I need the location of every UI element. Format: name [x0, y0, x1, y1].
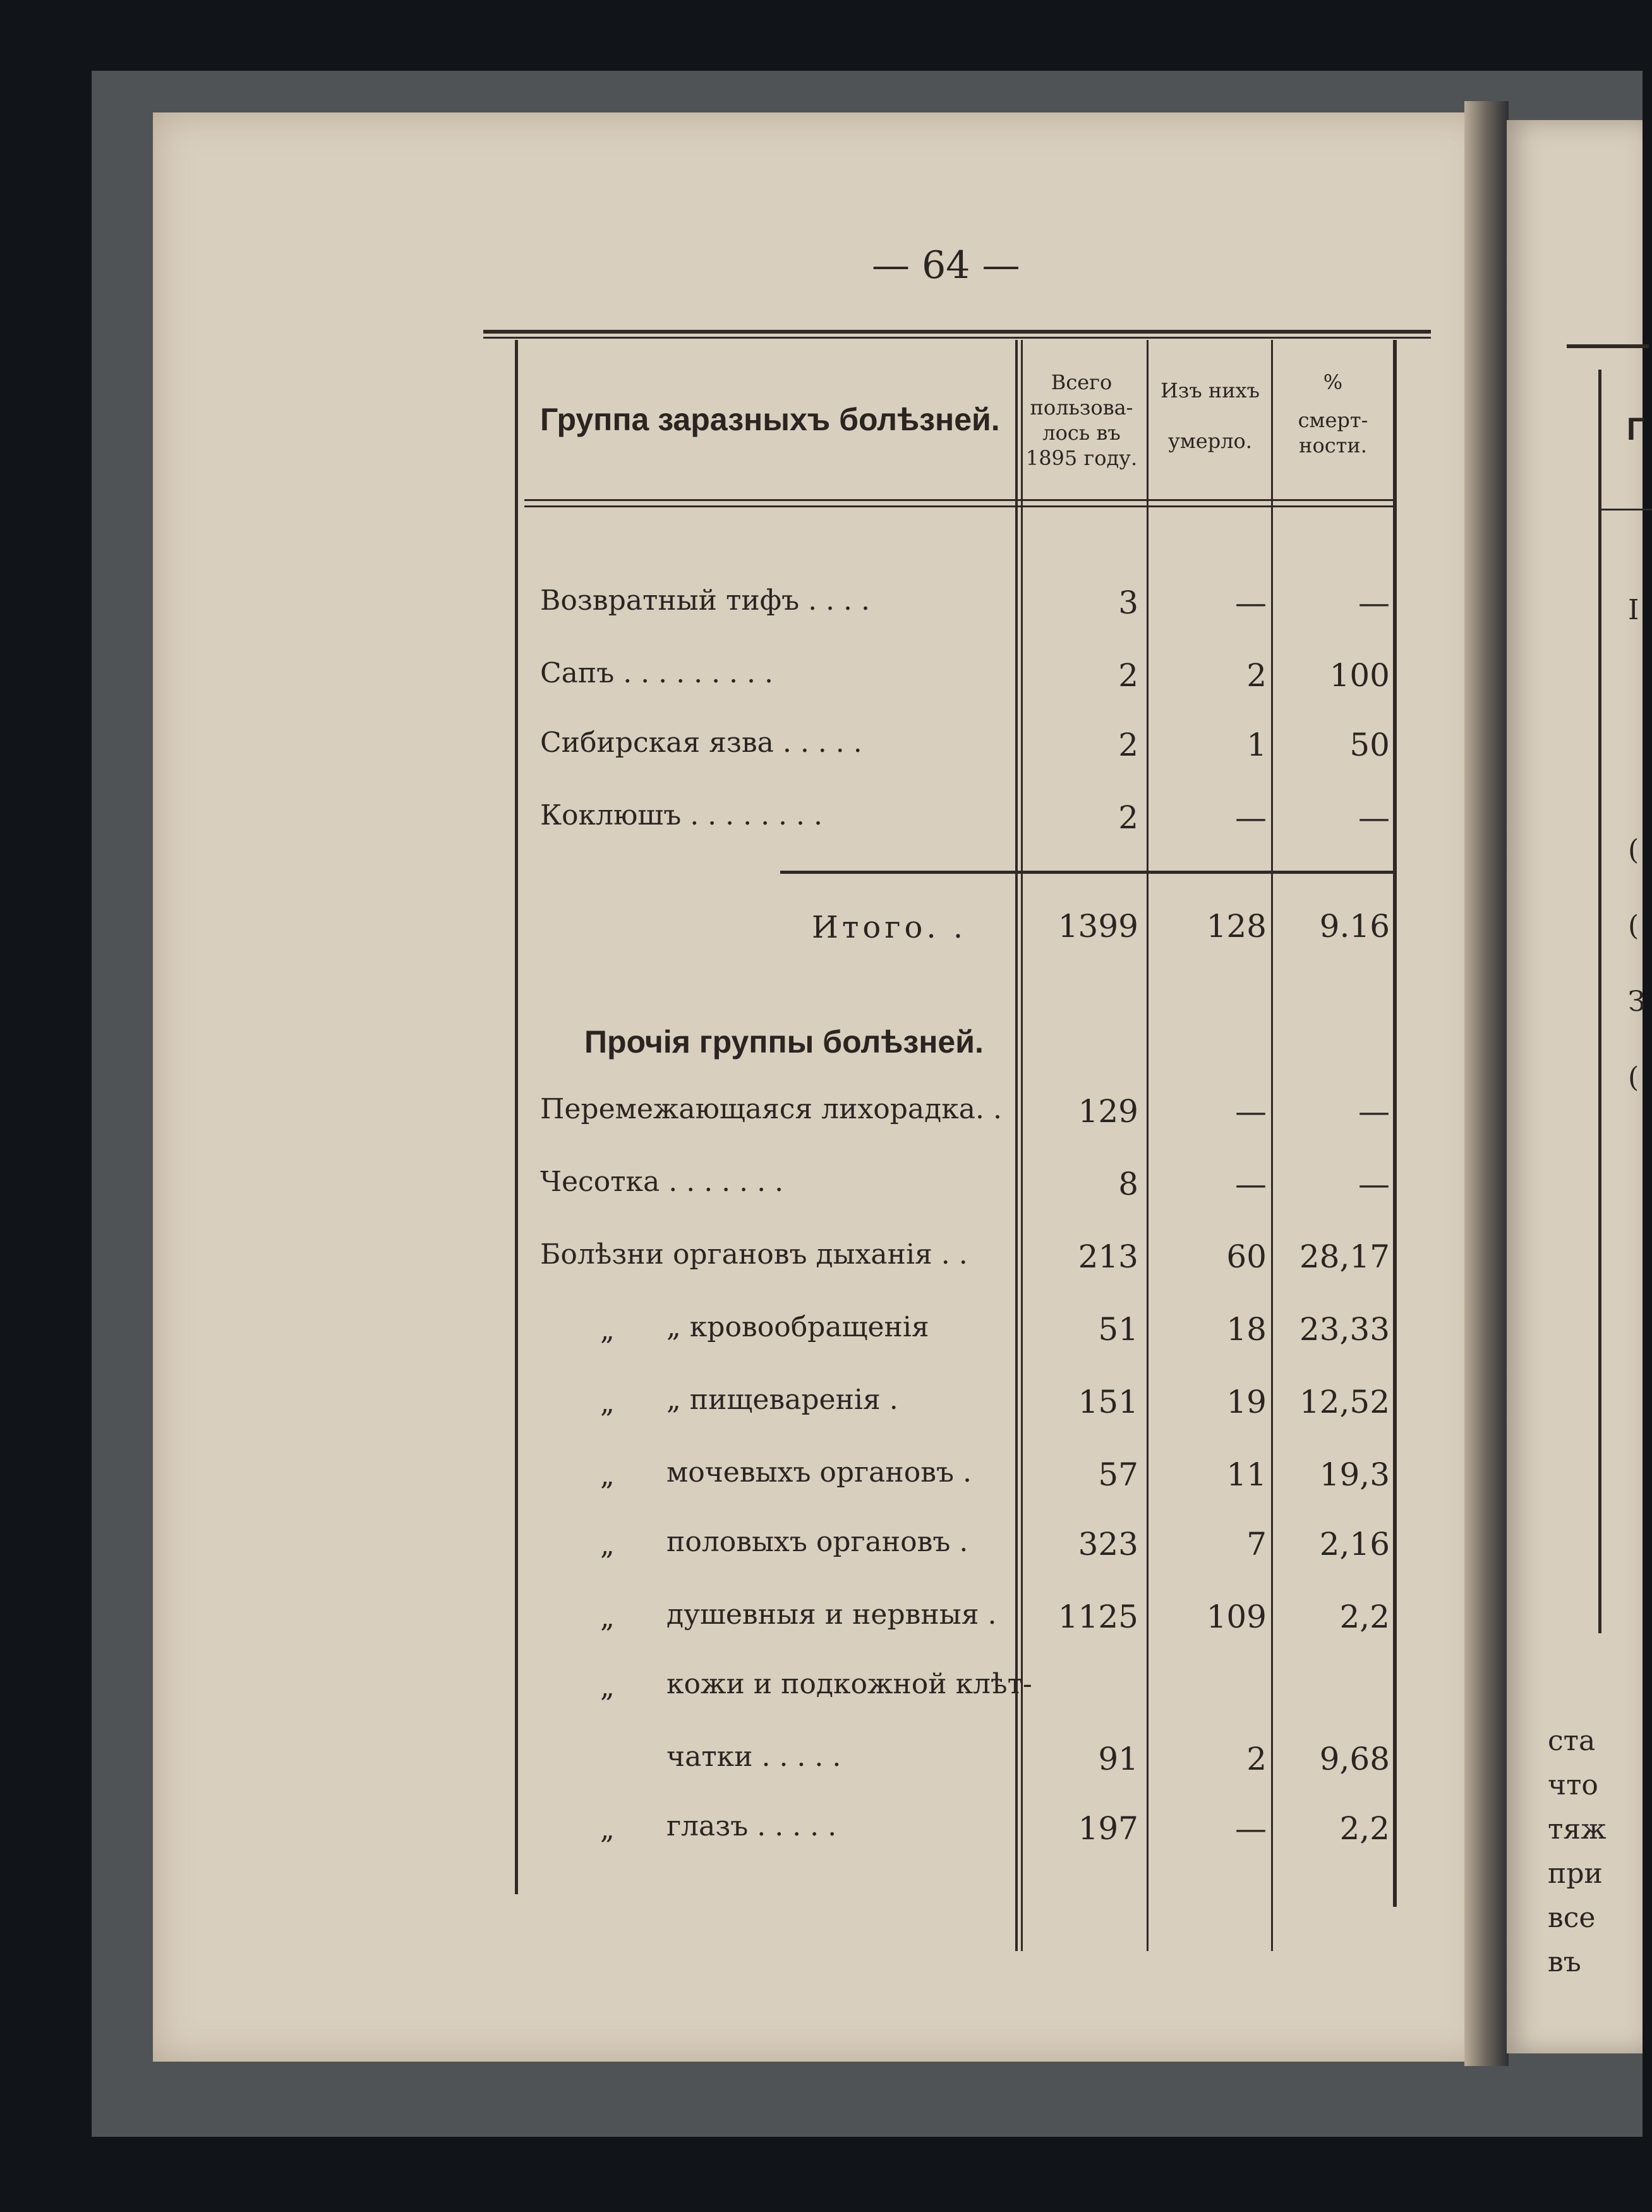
fragment: при	[1548, 1858, 1603, 1890]
row-label: душевныя и нервныя .	[666, 1599, 997, 1631]
other-group-title: Прочія группы болѣзней.	[584, 1024, 984, 1060]
row-label: мочевыхъ органовъ .	[666, 1456, 972, 1489]
fragment: все	[1548, 1902, 1596, 1934]
fragment: тяж	[1548, 1813, 1607, 1846]
row-total: 2	[1118, 727, 1138, 763]
row-pct: 28,17	[1299, 1238, 1390, 1275]
row-died: 109	[1206, 1599, 1267, 1635]
ditto-mark: „	[600, 1813, 615, 1846]
fragment: І	[1628, 594, 1639, 626]
row-label: глазъ . . . . .	[666, 1810, 837, 1842]
row-total: 197	[1078, 1810, 1138, 1847]
ditto-mark: „	[600, 1602, 615, 1634]
row-died: —	[1235, 1810, 1267, 1847]
row-pct: 2,2	[1339, 1599, 1390, 1635]
row-total: 323	[1078, 1526, 1138, 1562]
row-total: 2	[1118, 799, 1138, 836]
row-label: Сапъ . . . . . . . . .	[540, 657, 773, 689]
row-pct: 100	[1329, 657, 1390, 694]
row-died: 7	[1246, 1526, 1267, 1562]
fragment: Г	[1627, 411, 1645, 447]
ditto-mark: „	[600, 1671, 615, 1703]
row-total: 8	[1118, 1166, 1138, 1202]
row-pct: 12,52	[1299, 1384, 1390, 1420]
ditto-mark: „	[600, 1460, 615, 1492]
row-died: 18	[1226, 1311, 1267, 1348]
ditto-mark: „	[600, 1314, 615, 1346]
row-pct: 9,68	[1319, 1741, 1390, 1777]
row-pct: —	[1358, 1166, 1390, 1202]
row-died: 11	[1226, 1456, 1267, 1493]
total-label: Итого. .	[812, 910, 967, 945]
next-page-edge	[1507, 120, 1646, 2053]
col-divider-pct	[1271, 340, 1273, 1951]
row-label: Коклюшъ . . . . . . . .	[540, 799, 823, 831]
table-left-rule	[515, 340, 518, 1894]
table-right-rule	[1393, 340, 1397, 1907]
row-total: 151	[1078, 1384, 1138, 1420]
row-pct: 50	[1349, 727, 1390, 763]
row-total: 213	[1078, 1238, 1138, 1275]
fragment: (	[1628, 910, 1639, 942]
fragment: (	[1628, 1061, 1639, 1094]
table-top-rule	[483, 330, 1431, 334]
row-died: 19	[1226, 1384, 1267, 1420]
row-label: „ кровообращенія	[666, 1311, 929, 1343]
row-pct: —	[1358, 799, 1390, 836]
fragment: (	[1628, 834, 1639, 866]
page-number: — 64 —	[872, 243, 1020, 287]
total-count: 1399	[1058, 908, 1138, 945]
row-label: „ пищеваренія .	[666, 1384, 898, 1416]
subtotal-rule	[780, 871, 1393, 874]
row-label: Чесотка . . . . . . .	[540, 1166, 784, 1198]
row-died: —	[1235, 799, 1267, 836]
col-divider-died	[1147, 340, 1149, 1951]
row-label: чатки . . . . .	[666, 1741, 841, 1773]
book-gutter	[1464, 101, 1509, 2066]
fragment: въ	[1548, 1946, 1581, 1978]
fragment: ста	[1548, 1725, 1596, 1757]
row-label: Возвратный тифъ . . . .	[540, 584, 870, 617]
row-pct: 2,2	[1339, 1810, 1390, 1847]
row-total: 51	[1098, 1311, 1138, 1348]
group-title: Группа заразныхъ болѣзней.	[540, 402, 1000, 437]
row-died: —	[1235, 584, 1267, 621]
col-header-died: Изъ нихъ умерло.	[1161, 378, 1260, 453]
col-header-total: Всего пользова- лось въ 1895 году.	[1025, 370, 1138, 470]
row-total: 3	[1118, 584, 1138, 621]
row-pct: —	[1358, 1093, 1390, 1130]
col-divider-total	[1015, 340, 1018, 1951]
row-total: 2	[1118, 657, 1138, 694]
row-total: 1125	[1058, 1599, 1138, 1635]
row-died: 60	[1226, 1238, 1267, 1275]
row-label: Перемежающаяся лихорадка. .	[540, 1093, 1002, 1125]
ditto-mark: „	[600, 1387, 615, 1419]
row-total: 91	[1098, 1741, 1138, 1777]
row-total: 57	[1098, 1456, 1138, 1493]
row-total: 129	[1078, 1093, 1138, 1130]
row-died: 2	[1246, 1741, 1267, 1777]
ditto-mark: „	[600, 1529, 615, 1561]
row-label: половыхъ органовъ .	[666, 1526, 968, 1558]
row-died: —	[1235, 1093, 1267, 1130]
fragment: что	[1548, 1769, 1598, 1801]
row-pct: 19,3	[1319, 1456, 1390, 1493]
row-died: 1	[1246, 727, 1267, 763]
col-header-pct: % смерт- ности.	[1298, 370, 1368, 457]
header-rule	[524, 499, 1393, 501]
row-pct: 23,33	[1299, 1311, 1390, 1348]
fragment: З	[1628, 986, 1646, 1018]
row-label: Сибирская язва . . . . .	[540, 727, 862, 759]
row-died: 2	[1246, 657, 1267, 694]
row-label: Болѣзни органовъ дыханія . .	[540, 1238, 968, 1271]
total-died: 128	[1206, 908, 1267, 945]
row-died: —	[1235, 1166, 1267, 1202]
row-label: кожи и подкожной клѣт-	[666, 1668, 1032, 1700]
row-pct: 2,16	[1319, 1526, 1390, 1562]
row-pct: —	[1358, 584, 1390, 621]
total-pct: 9.16	[1319, 908, 1390, 945]
